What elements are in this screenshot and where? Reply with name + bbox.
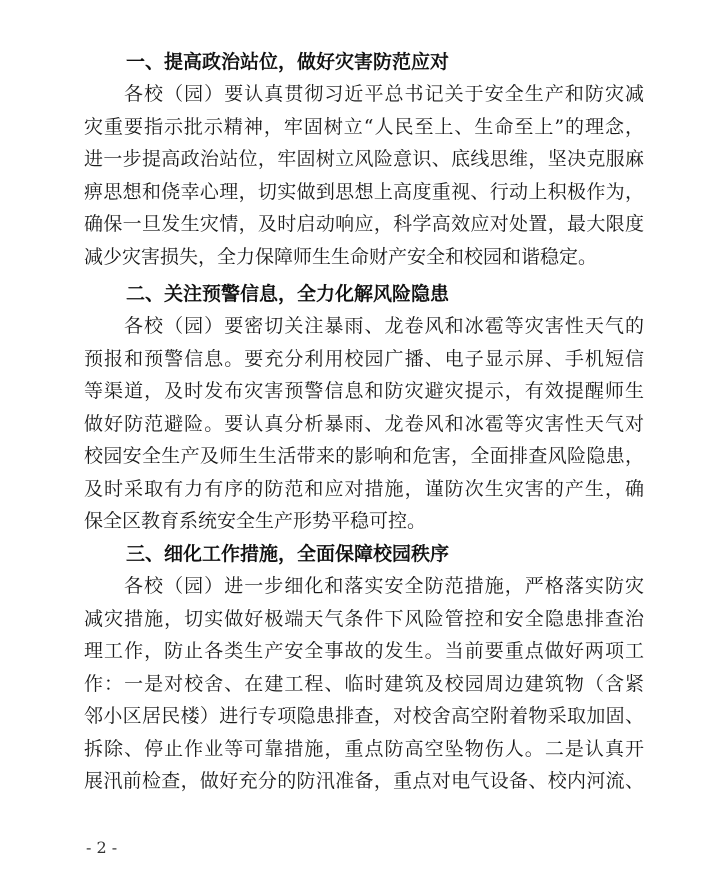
section-1 [84, 46, 644, 273]
paragraph-line: 理工作，防止各类生产安全事故的发生。当前要重点做好两项工 [84, 640, 644, 662]
paragraph-line: 拆除、停止作业等可靠措施，重点防高空坠物伤人。二是认真开 [84, 737, 644, 760]
paragraph-line: 保全区教育系统安全生产形势平稳可控。 [84, 510, 427, 532]
paragraph-line: 确保一旦发生灾情，及时启动响应，科学高效应对处置，最大限度 [84, 213, 644, 235]
paragraph-line: 各校（园）要密切关注暴雨、龙卷风和冰雹等灾害性天气的 [124, 315, 644, 337]
paragraph-line: 减灾措施，切实做好极端天气条件下风险管控和安全隐患排查治 [84, 607, 644, 630]
paragraph-line: 做好防范避险。要认真分析暴雨、龙卷风和冰雹等灾害性天气对 [84, 412, 644, 435]
paragraph-line: 痹思想和侥幸心理，切实做到思想上高度重视、行动上积极作为， [84, 180, 644, 203]
paragraph-line: 各校（园）要认真贯彻习近平总书记关于安全生产和防灾减 [124, 83, 644, 105]
paragraph-line: 预报和预警信息。要充分利用校园广播、电子显示屏、手机短信 [84, 347, 644, 370]
paragraph-line: 等渠道，及时发布灾害预警信息和防灾避灾提示，有效提醒师生 [84, 380, 644, 402]
paragraph-line: 各校（园）进一步细化和落实安全防范措施，严格落实防灾 [124, 575, 644, 597]
section-3 [84, 538, 644, 798]
paragraph-line: 进一步提高政治站位，牢固树立风险意识、底线思维，坚决克服麻 [84, 148, 644, 170]
section-heading: 一、提高政治站位，做好灾害防范应对 [126, 51, 450, 73]
paragraph-line: 灾重要指示批示精神，牢固树立“人民至上、生命至上”的理念， [84, 115, 644, 138]
section-2 [84, 278, 644, 538]
paragraph-line: 校园安全生产及师生生活带来的影响和危害，全面排查风险隐患， [84, 445, 644, 467]
paragraph-line: 展汛前检查，做好充分的防汛准备，重点对电气设备、校内河流、 [84, 770, 644, 792]
page-number: - 2 - [86, 838, 118, 857]
paragraph-line: 减少灾害损失，全力保障师生生命财产安全和校园和谐稳定。 [84, 245, 598, 268]
section-paragraph [84, 78, 644, 273]
section-paragraph [84, 310, 644, 538]
paragraph-line: 作：一是对校舍、在建工程、临时建筑及校园周边建筑物（含紧 [84, 672, 644, 695]
paragraph-line: 邻小区居民楼）进行专项隐患排查，对校舍高空附着物采取加固、 [84, 705, 644, 727]
section-paragraph [84, 570, 644, 798]
paragraph-line: 及时采取有力有序的防范和应对措施，谨防次生灾害的产生，确 [84, 477, 644, 500]
section-heading: 三、细化工作措施，全面保障校园秩序 [126, 543, 450, 565]
section-heading: 二、关注预警信息，全力化解风险隐患 [126, 283, 450, 305]
